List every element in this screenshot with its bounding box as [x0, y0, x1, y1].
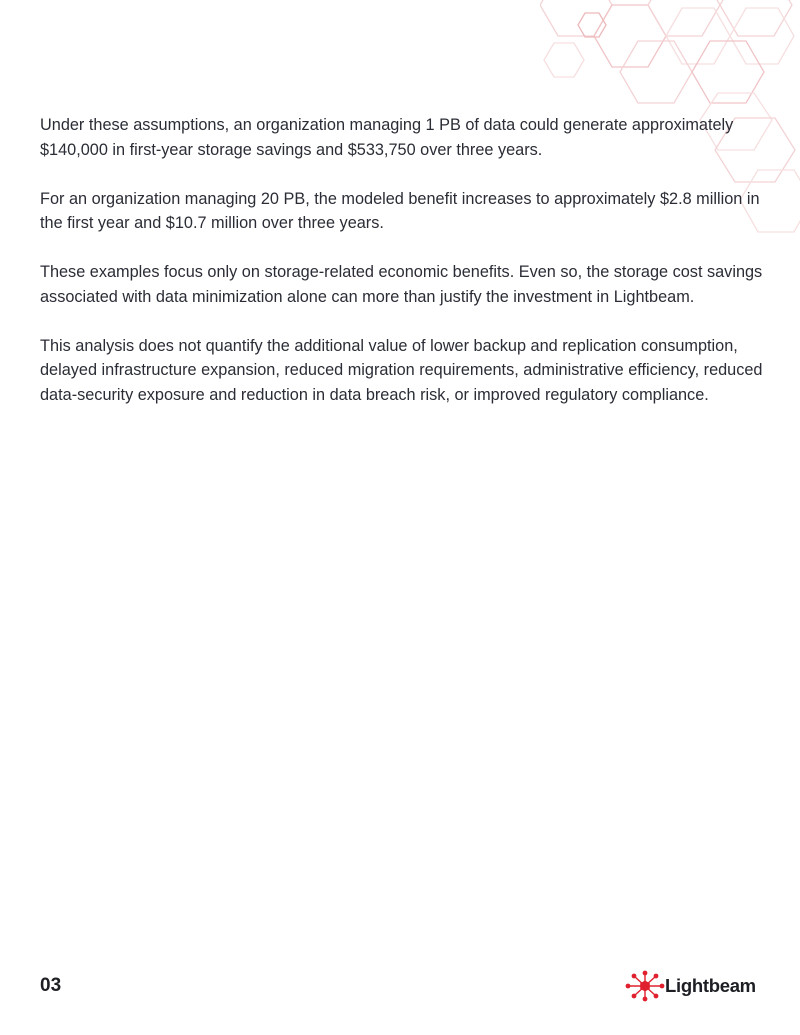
- brand-logo: [624, 970, 756, 1002]
- lightbeam-network-logo-icon: [624, 970, 670, 1002]
- paragraph-storage-savings-20pb: For an organization managing 20 PB, the modeled benefit increases to approximately $2.8 million in the first year and $10.7 million over three years.: [40, 189, 760, 232]
- brand-name: Lightbeam: [665, 975, 756, 996]
- paragraph-storage-savings-1pb: Under these assumptions, an organization managing 1 PB of data could generate approximately $140,000 in first-year storage savings and $533,750 over three years.: [40, 116, 734, 159]
- paragraph-justification: These examples focus only on storage-related economic benefits. Even so, the storage cost savings associated with data minimization alone can more than justify the investment in Lightbeam.: [40, 263, 763, 306]
- page-number: 03: [40, 975, 62, 996]
- body-text: [40, 113, 764, 432]
- paragraph-unquantified-value: This analysis does not quantify the additional value of lower backup and replication consumption, delayed infrastructure expansion, reduced migration requirements, administrative efficiency, reduced data-security exposure and reduction in data breach risk, or improved regulatory compliance.: [40, 336, 763, 404]
